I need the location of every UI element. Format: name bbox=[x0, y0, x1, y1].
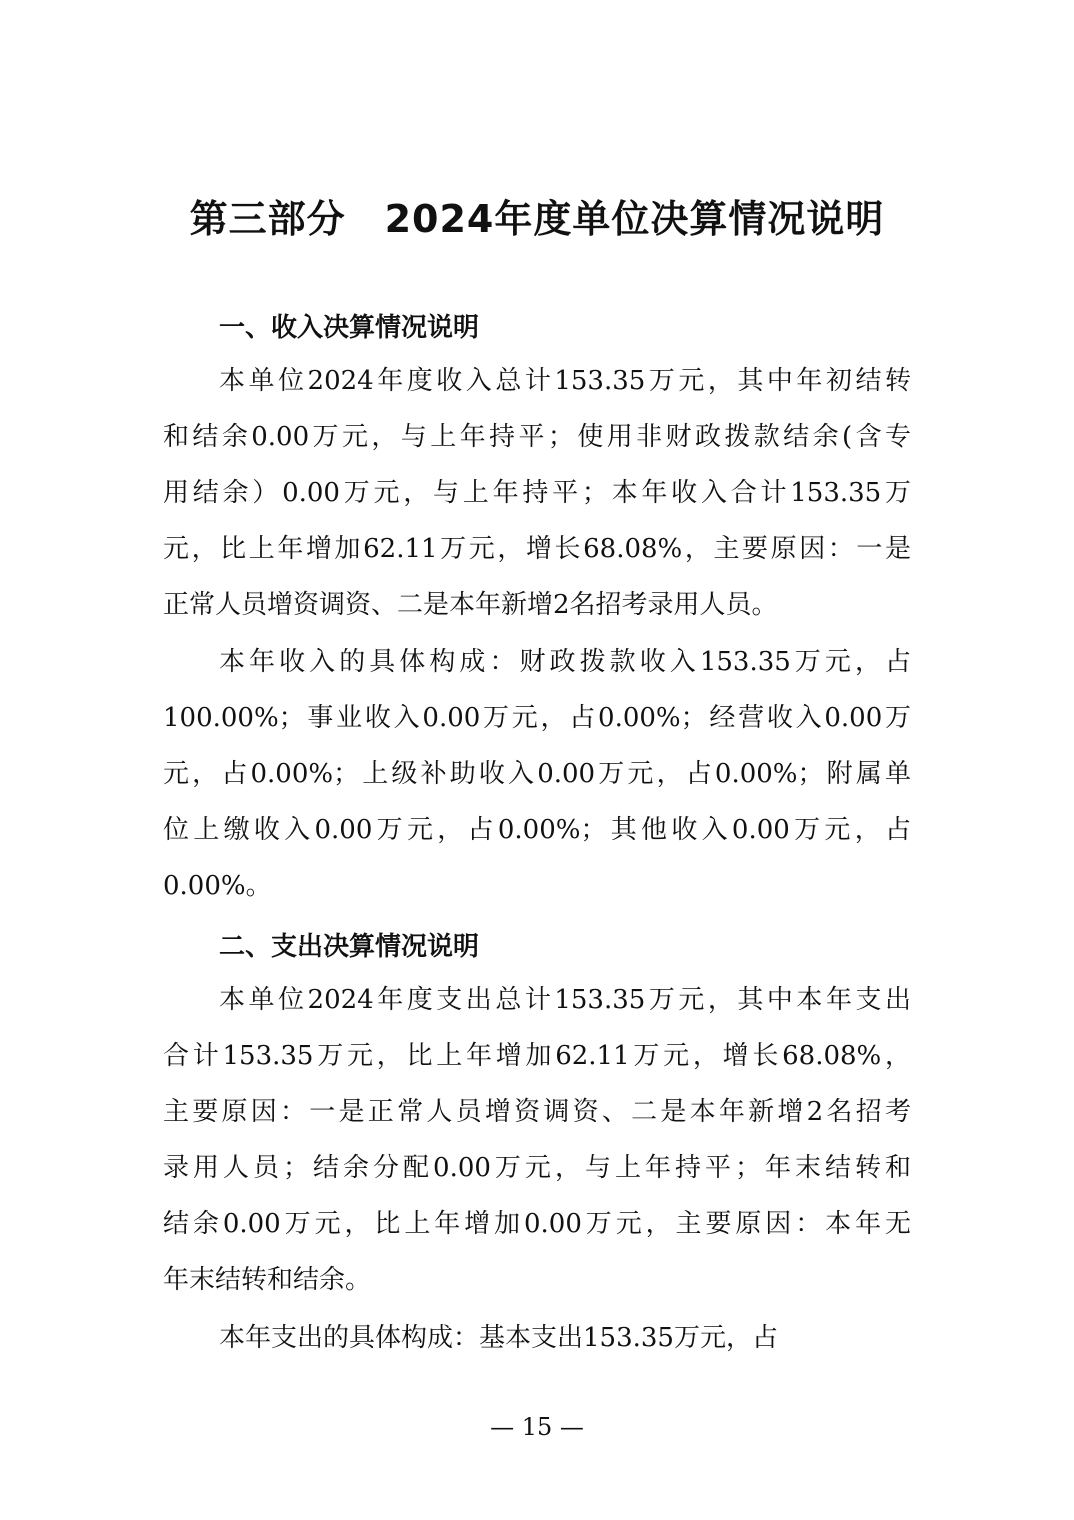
section-heading: 一、收入决算情况说明 bbox=[219, 313, 480, 343]
paragraph-line: 本单位2024年度支出总计153.35万元，其中本年支出 bbox=[219, 985, 911, 1015]
paragraph-line: 0.00%。 bbox=[163, 871, 272, 901]
page-number: — 15 — bbox=[490, 1413, 584, 1441]
page-title: 第三部分 2024年度单位决算情况说明 bbox=[189, 197, 885, 241]
paragraph-line: 用结余）0.00万元，与上年持平；本年收入合计153.35万 bbox=[163, 478, 911, 508]
paragraph-line: 主要原因：一是正常人员增资调资、二是本年新增2名招考 bbox=[163, 1097, 911, 1127]
paragraph-line: 本年支出的具体构成：基本支出153.35万元，占 bbox=[219, 1323, 778, 1353]
paragraph-line: 年末结转和结余。 bbox=[163, 1265, 372, 1295]
paragraph-line: 正常人员增资调资、二是本年新增2名招考录用人员。 bbox=[163, 590, 778, 620]
paragraph-line: 元，占0.00%；上级补助收入0.00万元，占0.00%；附属单 bbox=[163, 759, 911, 789]
paragraph-line: 合计153.35万元，比上年增加62.11万元，增长68.08%， bbox=[163, 1041, 911, 1071]
paragraph-line: 元，比上年增加62.11万元，增长68.08%，主要原因：一是 bbox=[163, 534, 911, 564]
paragraph-line: 本年收入的具体构成：财政拨款收入153.35万元，占 bbox=[219, 647, 911, 677]
paragraph-line: 100.00%；事业收入0.00万元，占0.00%；经营收入0.00万 bbox=[163, 703, 911, 733]
paragraph-line: 结余0.00万元，比上年增加0.00万元，主要原因：本年无 bbox=[163, 1209, 911, 1239]
paragraph-line: 和结余0.00万元，与上年持平；使用非财政拨款结余(含专 bbox=[163, 422, 911, 452]
paragraph-line: 本单位2024年度收入总计153.35万元，其中年初结转 bbox=[219, 366, 911, 396]
section-heading: 二、支出决算情况说明 bbox=[219, 932, 480, 962]
paragraph-line: 位上缴收入0.00万元，占0.00%；其他收入0.00万元，占 bbox=[163, 815, 911, 845]
paragraph-line: 录用人员；结余分配0.00万元，与上年持平；年末结转和 bbox=[163, 1153, 911, 1183]
